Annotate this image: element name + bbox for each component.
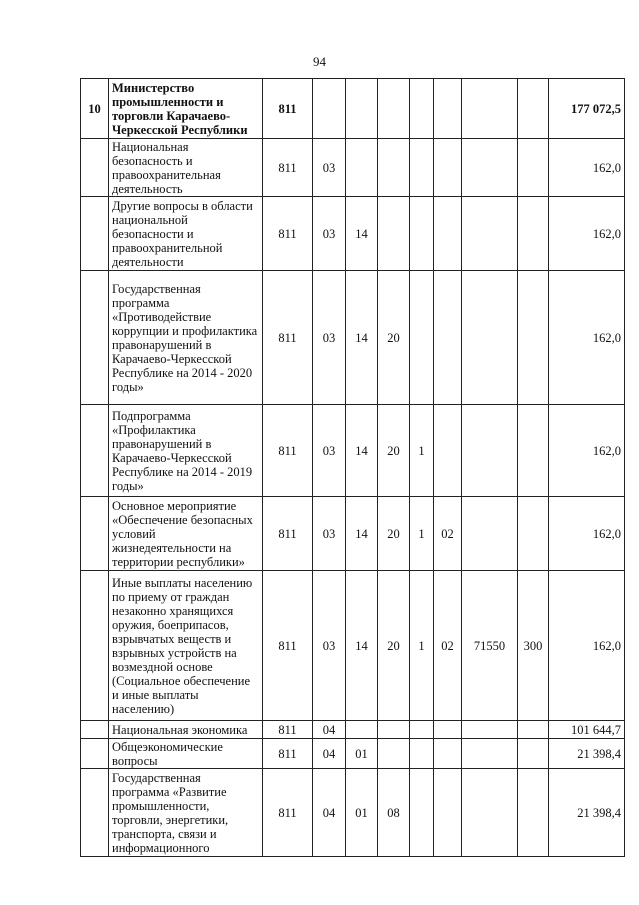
cell-expense-type-code: 300	[518, 571, 549, 721]
cell-program-code	[378, 139, 410, 197]
cell-amount: 162,0	[549, 571, 625, 721]
page-number: 94	[313, 54, 326, 69]
cell-expense-type-code	[518, 271, 549, 405]
cell-section-code: 04	[313, 769, 346, 857]
cell-ministry-code: 811	[263, 197, 313, 271]
cell-activity-code	[434, 739, 462, 769]
budget-table	[80, 78, 625, 857]
cell-item-name: Иные выплаты населению по приему от граждан незаконно хранящихся оружия, боеприпасов, взрывчатых веществ и взрывных устройств на возмездной основе (Социальное обеспечение и иные выплаты населению)	[109, 571, 263, 721]
table-body	[81, 79, 625, 857]
cell-amount: 162,0	[549, 271, 625, 405]
table-row	[81, 769, 625, 857]
cell-ministry-code: 811	[263, 497, 313, 571]
cell-amount: 162,0	[549, 405, 625, 497]
cell-section-code: 04	[313, 739, 346, 769]
cell-section-code: 03	[313, 571, 346, 721]
cell-item-name: Основное мероприятие «Обеспечение безопасных условий жизнедеятельности на территории республики»	[109, 497, 263, 571]
cell-row-number	[81, 571, 109, 721]
cell-expense-type-code	[518, 139, 549, 197]
cell-row-number	[81, 405, 109, 497]
cell-program-code: 08	[378, 769, 410, 857]
cell-expense-type-code	[518, 721, 549, 739]
cell-subsection-code: 01	[346, 739, 378, 769]
cell-ministry-code: 811	[263, 139, 313, 197]
cell-ministry-code: 811	[263, 739, 313, 769]
cell-subprogram-code	[410, 79, 434, 139]
cell-subprogram-code	[410, 769, 434, 857]
cell-item-name: Подпрограмма «Профилактика правонарушений в Карачаево-Черкесской Республике на 2014 - 2019 годы»	[109, 405, 263, 497]
cell-section-code: 03	[313, 405, 346, 497]
cell-item-name: Министерство промышленности и торговли Карачаево-Черкесской Республики	[109, 79, 263, 139]
cell-subsection-code: 01	[346, 769, 378, 857]
cell-direction-code: 71550	[462, 571, 518, 721]
table-row	[81, 197, 625, 271]
cell-expense-type-code	[518, 497, 549, 571]
table-row	[81, 139, 625, 197]
cell-activity-code: 02	[434, 571, 462, 721]
cell-activity-code	[434, 79, 462, 139]
table-row	[81, 271, 625, 405]
cell-direction-code	[462, 197, 518, 271]
table-row	[81, 405, 625, 497]
cell-item-name: Другие вопросы в области национальной безопасности и правоохранительной деятельности	[109, 197, 263, 271]
cell-row-number	[81, 271, 109, 405]
cell-section-code: 03	[313, 497, 346, 571]
cell-subsection-code: 14	[346, 197, 378, 271]
cell-program-code: 20	[378, 271, 410, 405]
cell-row-number	[81, 739, 109, 769]
cell-subsection-code	[346, 79, 378, 139]
cell-direction-code	[462, 271, 518, 405]
cell-row-number	[81, 197, 109, 271]
cell-amount: 101 644,7	[549, 721, 625, 739]
cell-section-code	[313, 79, 346, 139]
cell-direction-code	[462, 739, 518, 769]
cell-amount: 177 072,5	[549, 79, 625, 139]
cell-subsection-code	[346, 721, 378, 739]
cell-amount: 21 398,4	[549, 769, 625, 857]
cell-item-name: Национальная безопасность и правоохранительная деятельность	[109, 139, 263, 197]
cell-subprogram-code	[410, 271, 434, 405]
cell-subsection-code: 14	[346, 571, 378, 721]
cell-subsection-code: 14	[346, 271, 378, 405]
cell-program-code	[378, 197, 410, 271]
cell-section-code: 03	[313, 139, 346, 197]
cell-amount: 162,0	[549, 197, 625, 271]
cell-ministry-code: 811	[263, 405, 313, 497]
cell-expense-type-code	[518, 197, 549, 271]
cell-subprogram-code	[410, 739, 434, 769]
cell-expense-type-code	[518, 79, 549, 139]
cell-expense-type-code	[518, 405, 549, 497]
cell-activity-code	[434, 139, 462, 197]
cell-program-code	[378, 739, 410, 769]
cell-amount: 162,0	[549, 497, 625, 571]
cell-item-name: Национальная экономика	[109, 721, 263, 739]
table-row	[81, 571, 625, 721]
table-row	[81, 497, 625, 571]
cell-expense-type-code	[518, 739, 549, 769]
cell-subprogram-code	[410, 197, 434, 271]
cell-direction-code	[462, 139, 518, 197]
cell-section-code: 03	[313, 197, 346, 271]
cell-program-code	[378, 79, 410, 139]
cell-row-number: 10	[81, 79, 109, 139]
cell-expense-type-code	[518, 769, 549, 857]
cell-row-number	[81, 139, 109, 197]
cell-ministry-code: 811	[263, 571, 313, 721]
cell-program-code: 20	[378, 497, 410, 571]
cell-subprogram-code	[410, 721, 434, 739]
cell-subprogram-code	[410, 139, 434, 197]
cell-subsection-code	[346, 139, 378, 197]
table-row	[81, 79, 625, 139]
cell-activity-code	[434, 271, 462, 405]
cell-ministry-code: 811	[263, 79, 313, 139]
cell-item-name: Общеэкономические вопросы	[109, 739, 263, 769]
cell-section-code: 03	[313, 271, 346, 405]
cell-direction-code	[462, 405, 518, 497]
cell-direction-code	[462, 769, 518, 857]
cell-program-code: 20	[378, 405, 410, 497]
cell-ministry-code: 811	[263, 769, 313, 857]
cell-subprogram-code: 1	[410, 497, 434, 571]
cell-amount: 162,0	[549, 139, 625, 197]
table-row	[81, 721, 625, 739]
cell-program-code	[378, 721, 410, 739]
cell-activity-code	[434, 721, 462, 739]
cell-row-number	[81, 769, 109, 857]
cell-activity-code: 02	[434, 497, 462, 571]
cell-subsection-code: 14	[346, 405, 378, 497]
cell-section-code: 04	[313, 721, 346, 739]
cell-item-name: Государственная программа «Развитие промышленности, торговли, энергетики, транспорта, связи и информационного	[109, 769, 263, 857]
cell-direction-code	[462, 79, 518, 139]
cell-item-name: Государственная программа «Противодействие коррупции и профилактика правонарушений в Карачаево-Черкесской Республике на 2014 - 2020 годы»	[109, 271, 263, 405]
table-row	[81, 739, 625, 769]
cell-program-code: 20	[378, 571, 410, 721]
cell-ministry-code: 811	[263, 271, 313, 405]
cell-ministry-code: 811	[263, 721, 313, 739]
cell-subprogram-code: 1	[410, 405, 434, 497]
cell-direction-code	[462, 721, 518, 739]
cell-activity-code	[434, 197, 462, 271]
cell-subsection-code: 14	[346, 497, 378, 571]
cell-row-number	[81, 497, 109, 571]
cell-activity-code	[434, 405, 462, 497]
cell-activity-code	[434, 769, 462, 857]
cell-row-number	[81, 721, 109, 739]
cell-amount: 21 398,4	[549, 739, 625, 769]
cell-direction-code	[462, 497, 518, 571]
cell-subprogram-code: 1	[410, 571, 434, 721]
